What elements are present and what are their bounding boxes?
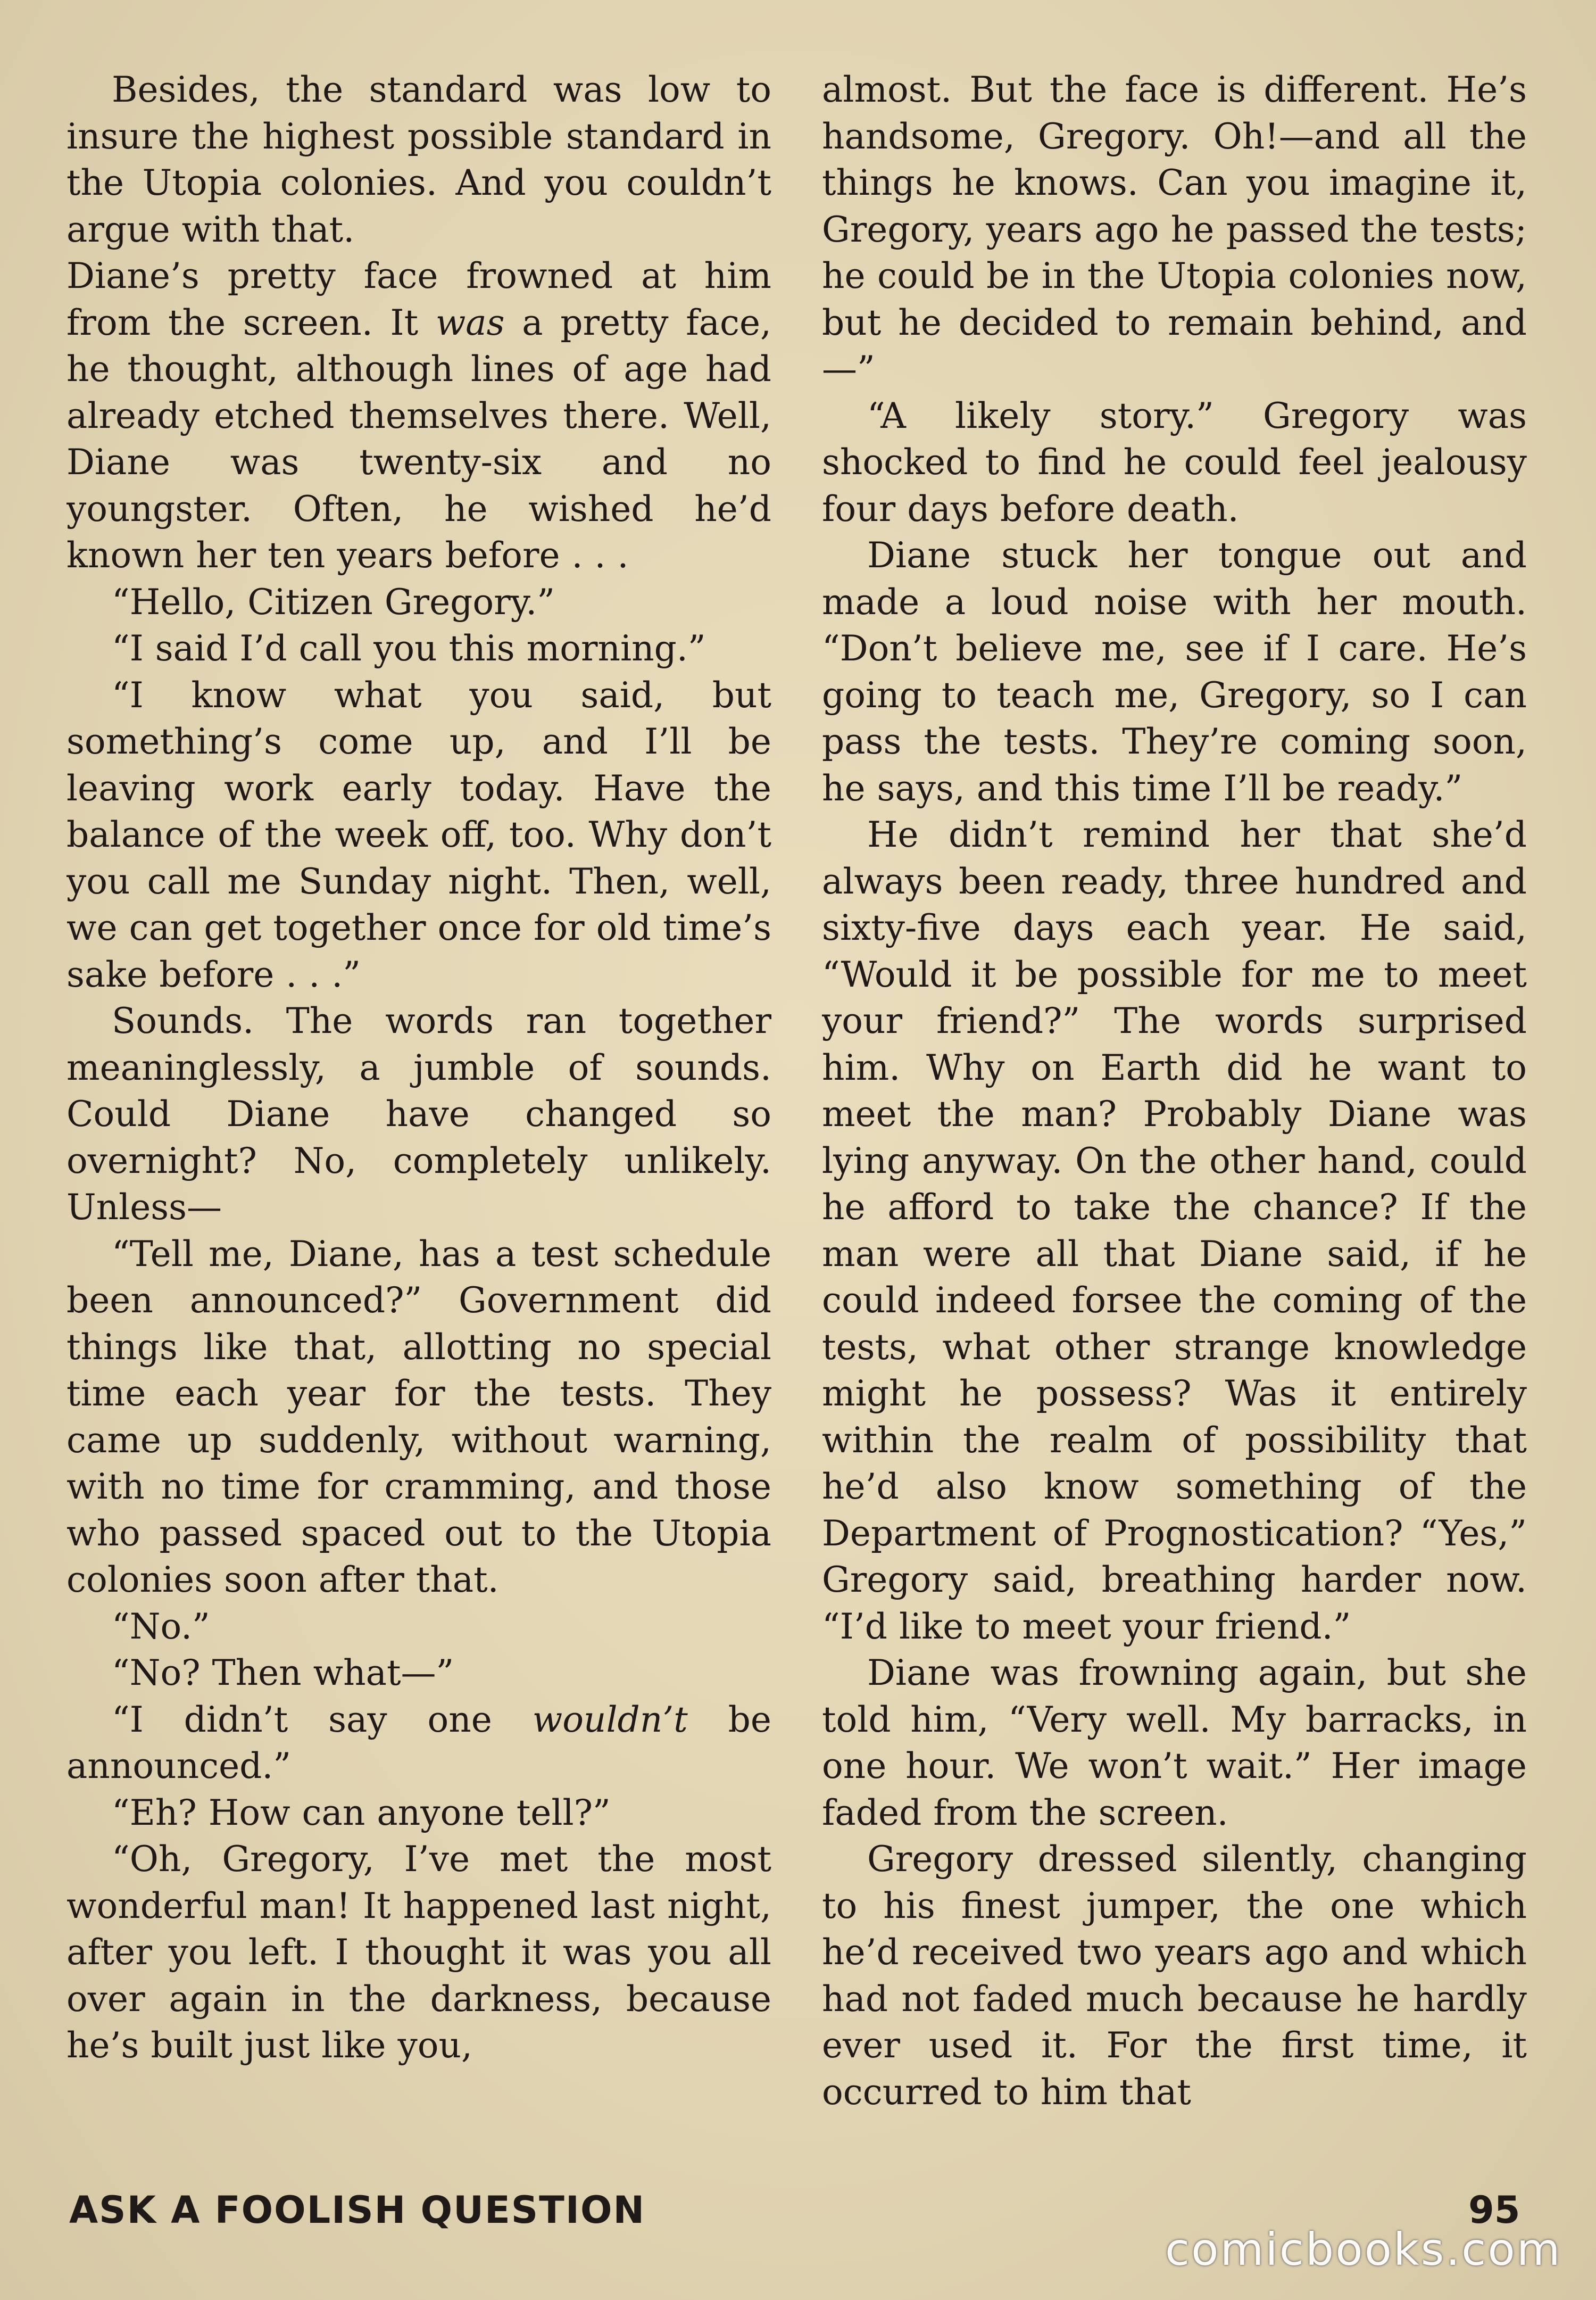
paragraph: Diane stuck her tongue out and made a loud noise with her mouth. “Don’t believe me, see if I care. He’s going to teach me, Gregory, so I can pass the tests. They’re coming soon, he says, and this time I’ll be ready.”: [822, 535, 1527, 809]
paragraph: He didn’t remind her that she’d always been ready, three hundred and sixty-five days each year. He said, “Would it be possible for me to meet your friend?” The words surprised him. Why on Earth did he want to meet the man? Probably Diane was lying anyway. On the other hand, could he afford to take the chance? If the man were all that Diane said, if he could indeed forsee the coming of the tests, what other strange knowledge might he possess? Was it entirely within the realm of possibility that he’d also know something of the Department of Prognostication? “Yes,” Gregory said, breathing harder now. “I’d like to meet your friend.”: [822, 814, 1527, 1647]
paragraph: “I said I’d call you this morning.”: [112, 628, 706, 669]
paragraph: Diane was frowning again, but she told him, “Very well. My barracks, in one hour. We won’t wait.” Her image faded from the screen.: [822, 1652, 1527, 1833]
paragraph: “Tell me, Diane, has a test schedule been announced?” Government did things like that, allotting no special time each year for the tests. They came up suddenly, without warning, with no time for cramming, and those who passed spaced out to the Utopia colonies soon after that.: [66, 1233, 771, 1600]
paragraph: “Eh? How can anyone tell?”: [112, 1792, 611, 1833]
left-text-column: [66, 67, 771, 2158]
paragraph: Besides, the standard was low to insure the highest possible standard in the Utopia colonies. And you couldn’t argue with that.: [66, 69, 771, 250]
paragraph: “No? Then what—”: [112, 1652, 454, 1693]
page-number: 95: [1468, 2188, 1520, 2232]
paragraph: “I didn’t say one wouldn’t be announced.”: [66, 1699, 771, 1786]
paragraph: “Oh, Gregory, I’ve met the most wonderful man! It happened last night, after you left. I thought it was you all over again in the darkness, because he’s built just like you,: [66, 1839, 771, 2066]
paragraph: Gregory dressed silently, changing to his finest jumper, the one which he’d received two years ago and which had not faded much because he hardly ever used it. For the first time, it occurred to him that: [822, 1839, 1527, 2113]
paragraph: almost. But the face is different. He’s handsome, Gregory. Oh!—and all the things he knows. Can you imagine it, Gregory, years ago he passed the tests; he could be in the Utopia colonies now, but he decided to remain behind, and—”: [822, 69, 1527, 390]
paragraph: “I know what you said, but something’s come up, and I’ll be leaving work early today. Have the balance of the week off, too. Why don’t you call me Sunday night. Then, well, we can get together once for old time’s sake before . . .”: [66, 674, 771, 995]
paragraph: “No.”: [112, 1606, 210, 1647]
running-footer-title: ASK A FOOLISH QUESTION: [69, 2188, 646, 2232]
right-text-column: [822, 67, 1527, 2158]
paragraph: “Hello, Citizen Gregory.”: [112, 581, 555, 623]
paragraph: “A likely story.” Gregory was shocked to find he could feel jealousy four days before death.: [822, 395, 1527, 530]
paragraph: Sounds. The words ran together meaninglessly, a jumble of sounds. Could Diane have changed so overnight? No, completely unlikely. Unless—: [66, 1000, 771, 1228]
site-watermark: comicbooks.com: [1165, 2223, 1562, 2276]
paragraph: Diane’s pretty face frowned at him from the screen. It was a pretty face, he thought, although lines of age had already etched themselves there. Well, Diane was twenty-six and no youngster. Often, he wished he’d known her ten years before . . .: [66, 255, 771, 576]
